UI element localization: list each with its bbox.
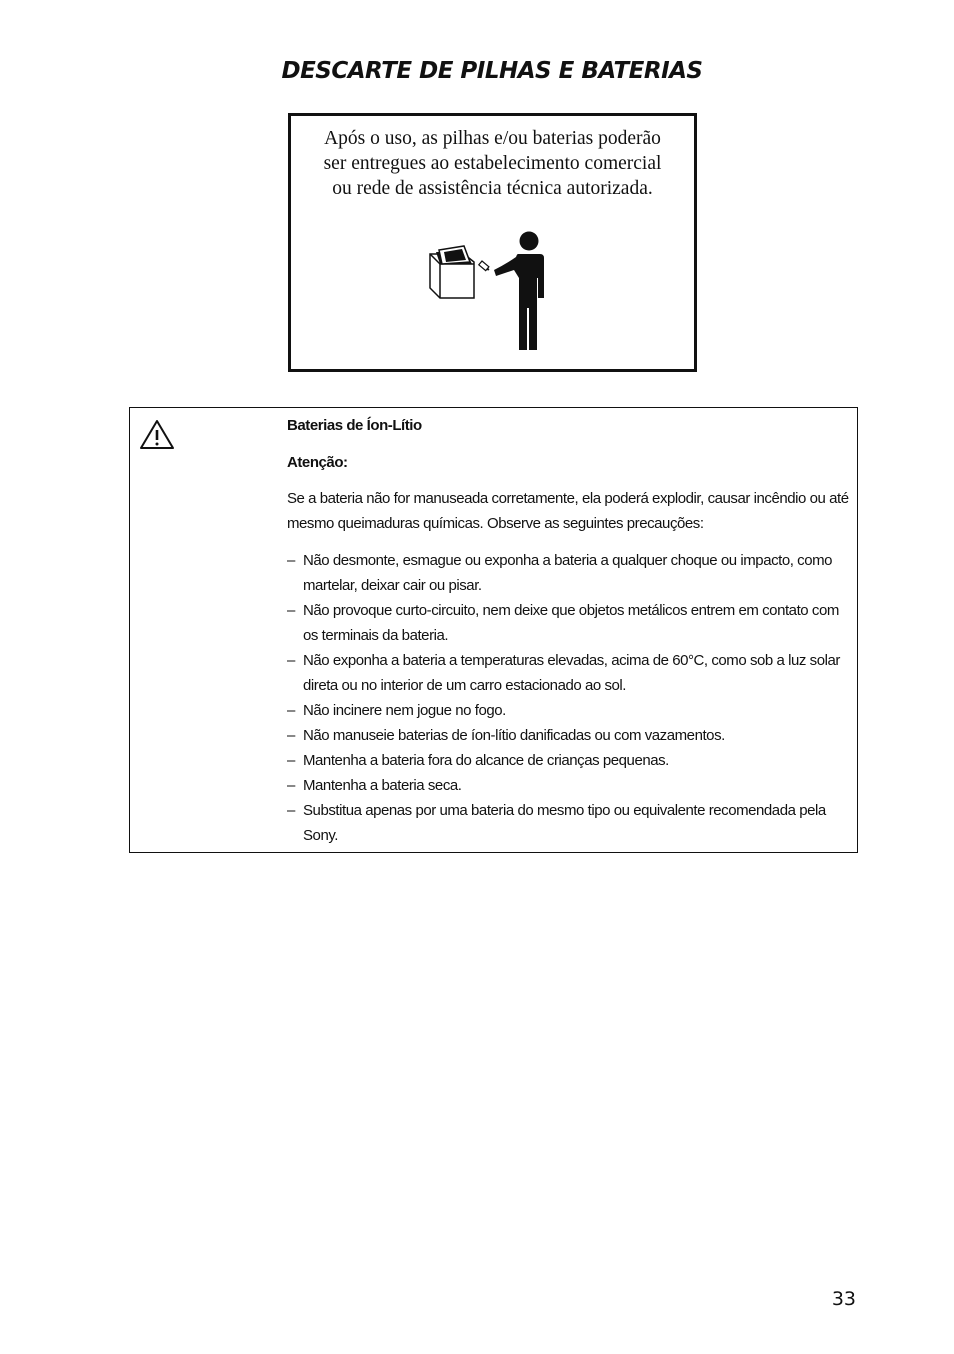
disposal-notice-line: ser entregues ao estabelecimento comercial: [323, 153, 662, 174]
precaution-item: – Não desmonte, esmague ou exponha a bateria a qualquer choque ou impacto, como martelar, deixar cair ou pisar.: [287, 548, 849, 598]
warning-attention-label: Atenção:: [287, 454, 348, 471]
disposal-notice-line: Após o uso, as pilhas e/ou baterias poderão: [324, 128, 661, 149]
battery-warning-box: [129, 407, 858, 853]
precaution-item: – Mantenha a bateria fora do alcance de crianças pequenas.: [287, 748, 849, 773]
disposal-notice-text: [291, 126, 694, 201]
page-title: DESCARTE DE PILHAS E BATERIAS: [281, 58, 703, 84]
warning-heading: Baterias de Íon-Lítio: [287, 417, 422, 434]
disposal-notice-line: ou rede de assistência técnica autorizada.: [332, 178, 653, 199]
warning-triangle-icon: [139, 419, 175, 450]
precaution-item: – Mantenha a bateria seca.: [287, 773, 849, 798]
precautions-list: [287, 548, 849, 848]
warning-intro-text: Se a bateria não for manuseada corretamente, ela poderá explodir, causar incêndio ou até mesmo queimaduras químicas. Observe as seguintes precauções:: [287, 490, 849, 532]
disposal-notice-box: [288, 113, 697, 372]
precaution-item: – Não incinere nem jogue no fogo.: [287, 698, 849, 723]
page-number: 33: [831, 1288, 856, 1310]
precaution-item: – Substitua apenas por uma bateria do mesmo tipo ou equivalente recomendada pela Sony.: [287, 798, 849, 848]
person-disposing-battery-in-bin-icon: [426, 226, 561, 354]
precaution-item: – Não exponha a bateria a temperaturas elevadas, acima de 60°C, como sob a luz solar direta ou no interior de um carro estacionado ao sol.: [287, 648, 849, 698]
precaution-item: – Não manuseie baterias de íon-lítio danificadas ou com vazamentos.: [287, 723, 849, 748]
precaution-item: – Não provoque curto-circuito, nem deixe que objetos metálicos entrem em contato com os terminais da bateria.: [287, 598, 849, 648]
